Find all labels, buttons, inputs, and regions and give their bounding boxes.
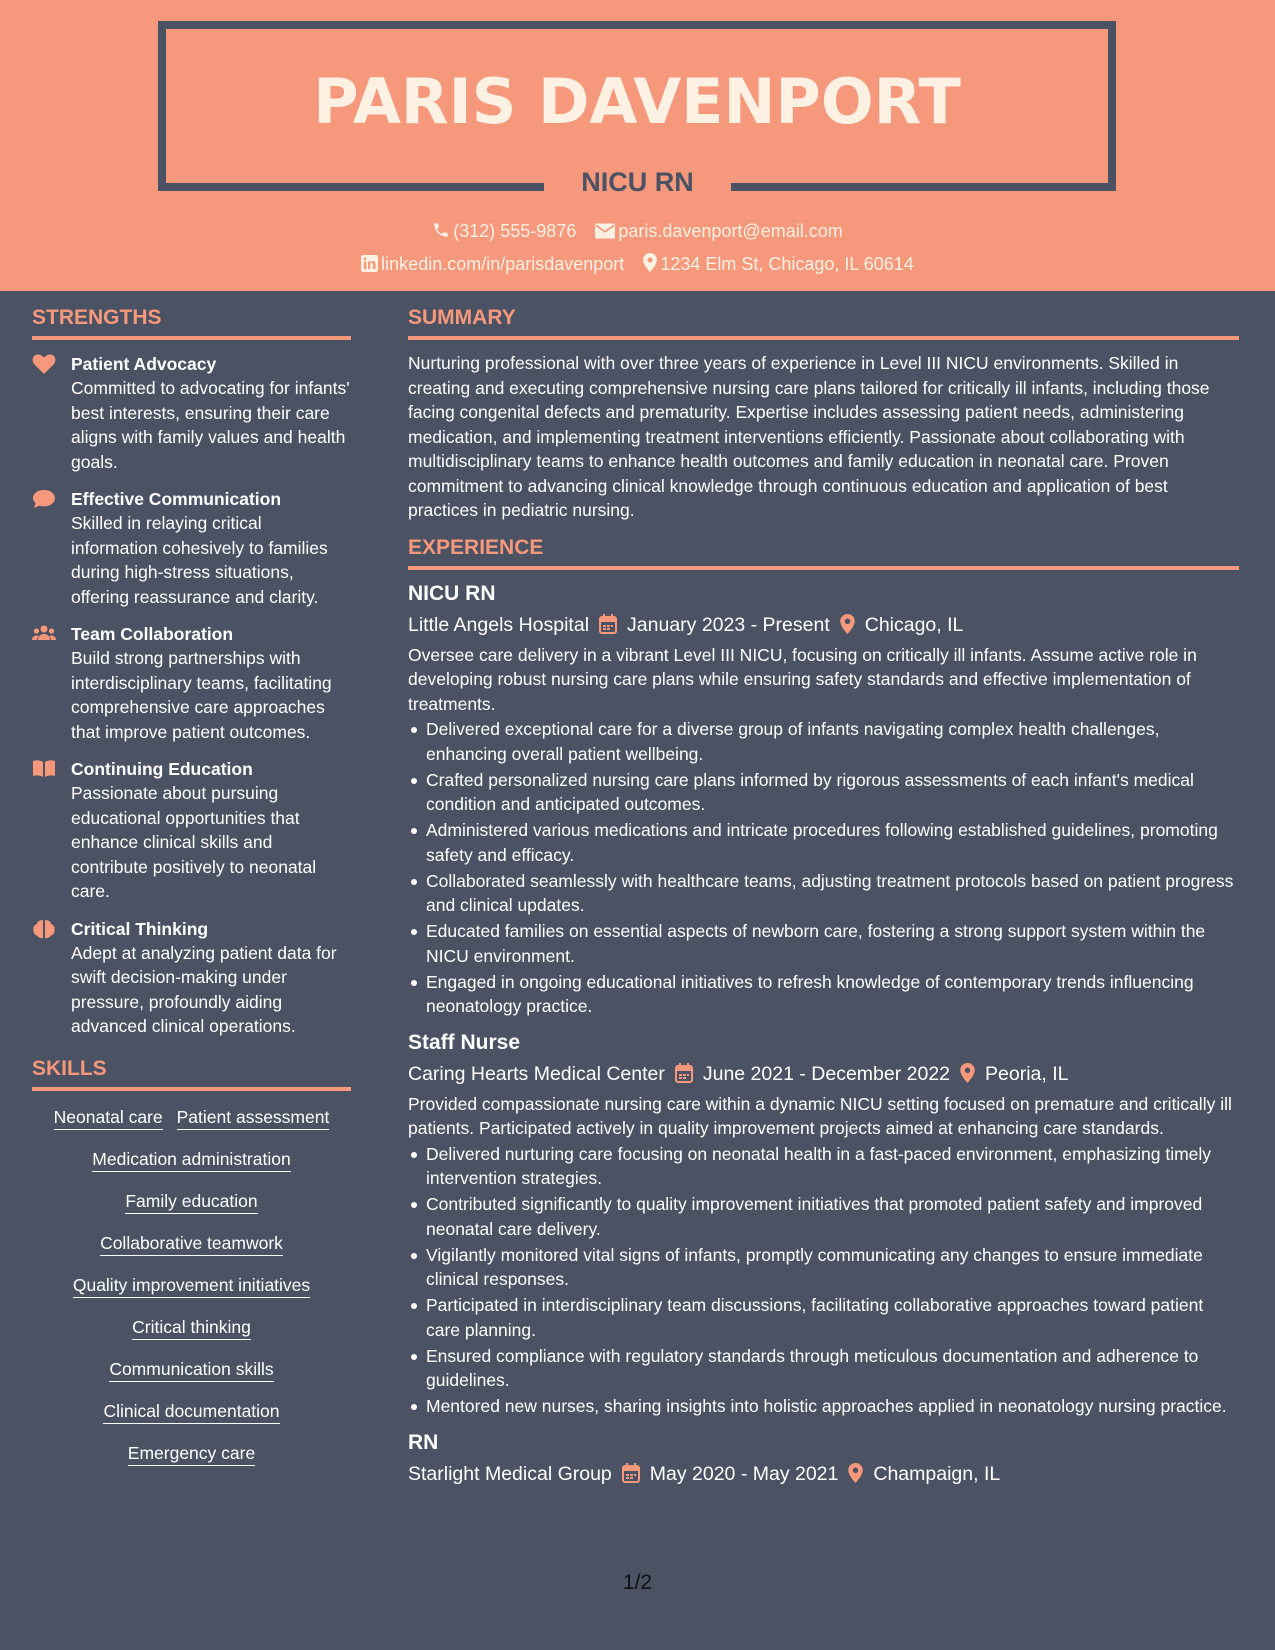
phone-text: (312) 555-9876 [453,221,577,241]
experience-heading: EXPERIENCE [408,536,1239,570]
job-employer: Caring Hearts Medical Center [408,1062,665,1085]
list-item: Mentored new nurses, sharing insights into holistic approaches applied in neonatology nursing practice. [408,1394,1239,1419]
strength-title: Continuing Education [71,759,253,779]
strength-item [32,917,351,1039]
page-number: 1/2 [622,1571,653,1594]
skill-tag: Quality improvement initiatives [73,1273,310,1298]
calendar-icon [599,614,617,634]
contact-line-2 [0,253,1275,275]
map-pin-icon [643,253,657,272]
skill-tag: Critical thinking [132,1315,251,1340]
list-item: Crafted personalized nursing care plans informed by rigorous assessments of each infant's medical condition and anticipated outcomes. [408,768,1239,817]
calendar-icon [622,1463,640,1483]
strength-desc: Build strong partnerships with interdisciplinary teams, facilitating comprehensive care approaches that improve patient outcomes. [71,648,332,742]
job-dates: May 2020 - May 2021 [649,1462,839,1485]
phone-contact[interactable] [432,221,576,242]
job-employer: Starlight Medical Group [408,1462,612,1485]
list-item: Collaborated seamlessly with healthcare teams, adjusting treatment protocols based on patient progress and clinical updates. [408,869,1239,918]
skill-tag: Emergency care [128,1441,255,1466]
map-pin-icon [960,1063,975,1083]
phone-icon [432,221,450,239]
summary-text: Nurturing professional with over three years of experience in Level III NICU environments. Skilled in creating and executing comprehensive nursing care plans tailored for critically ill infants, including those facing congenital defects and prematurity. Expertise includes assessing patient needs, administering medication, and implementing treatment interventions efficiently. Passionate about collaborating with multidisciplinary teams to enhance health outcomes and family education in neonatal care. Proven commitment to advancing clinical knowledge through continuous education and application of best practices in pediatric nursing. [408,353,1210,520]
strength-item [32,487,351,609]
job-location: Chicago, IL [864,613,964,636]
skills-list [32,1105,351,1483]
job-role: RN [408,1430,439,1454]
list-item: Delivered nurturing care focusing on neonatal health in a fast-paced environment, emphasizing timely intervention strategies. [408,1142,1239,1191]
job-entry [408,580,1239,1019]
job-location: Peoria, IL [985,1062,1069,1085]
email-contact[interactable] [595,221,842,242]
summary-heading: SUMMARY [408,306,1239,340]
job-dates: January 2023 - Present [627,613,830,636]
list-item: Ensured compliance with regulatory standards through meticulous documentation and adherence to guidelines. [408,1344,1239,1393]
strength-desc: Adept at analyzing patient data for swift decision-making under pressure, profoundly aiding advanced clinical operations. [71,942,337,1036]
linkedin-contact[interactable] [361,254,624,275]
job-employer: Little Angels Hospital [408,613,590,636]
strength-item [32,757,351,904]
address-contact [643,253,914,275]
map-pin-icon [840,614,855,634]
list-item: Delivered exceptional care for a diverse group of infants navigating complex health challenges, enhancing overall patient wellbeing. [408,717,1239,766]
job-description: Provided compassionate nursing care within a dynamic NICU setting focused on premature and critically ill patients. Participated actively in quality improvement projects aimed at enhancing care standards. [408,1093,1232,1138]
calendar-icon [675,1063,693,1083]
list-item: Contributed significantly to quality improvement initiatives that promoted patient safety and improved neonatal care delivery. [408,1192,1239,1241]
candidate-name: PARIS DAVENPORT [313,65,961,138]
skill-tag: Patient assessment [177,1105,330,1130]
address-text: 1234 Elm St, Chicago, IL 60614 [660,254,914,274]
job-entry [408,1029,1239,1419]
skill-tag: Communication skills [109,1357,273,1382]
name-frame [158,21,1116,191]
envelope-icon [595,223,615,239]
strength-item [32,622,351,744]
list-item: Participated in interdisciplinary team discussions, facilitating collaborative approaches toward patient care planning. [408,1293,1239,1342]
strength-item [32,352,351,474]
job-role: NICU RN [408,581,496,605]
skill-tag: Clinical documentation [103,1399,279,1424]
job-meta [408,611,1239,639]
strength-desc: Passionate about pursuing educational opportunities that enhance clinical skills and contribute positively to neonatal care. [71,783,317,901]
header [0,0,1275,291]
job-dates: June 2021 - December 2022 [702,1062,951,1085]
map-pin-icon [848,1463,863,1483]
contact-line-1 [0,221,1275,242]
list-item: Engaged in ongoing educational initiatives to refresh knowledge of contemporary trends influencing neonatology practice. [408,970,1239,1019]
strength-desc: Committed to advocating for infants' best interests, ensuring their care aligns with family values and health goals. [71,378,350,472]
strength-title: Team Collaboration [71,624,234,644]
heart-icon [32,354,56,374]
job-location: Champaign, IL [873,1462,1001,1485]
strength-title: Effective Communication [71,489,282,509]
linkedin-icon [361,255,378,272]
job-description: Oversee care delivery in a vibrant Level III NICU, focusing on critically ill infants. Assume active role in developing robust nursing care plans while ensuring safety standards and effective implementation of treatments. [408,644,1197,714]
job-bullets [408,1142,1239,1419]
job-meta [408,1460,1239,1488]
email-text: paris.davenport@email.com [618,221,843,241]
list-item: Educated families on essential aspects of newborn care, fostering a strong support system within the NICU environment. [408,919,1239,968]
job-role: Staff Nurse [408,1030,521,1054]
job-bullets [408,717,1239,1019]
linkedin-text: linkedin.com/in/parisdavenport [381,254,625,274]
users-icon [32,624,56,644]
speech-bubble-icon [32,489,56,509]
skill-tag: Collaborative teamwork [100,1231,283,1256]
strength-title: Patient Advocacy [71,354,217,374]
brain-icon [32,919,56,939]
list-item: Vigilantly monitored vital signs of infants, promptly communicating any changes to ensure immediate clinical responses. [408,1243,1239,1292]
job-title: NICU RN [581,167,694,197]
job-entry [408,1429,1239,1488]
sidebar [32,306,351,1483]
job-meta [408,1060,1239,1088]
main-content [408,306,1239,1498]
strengths-heading: STRENGTHS [32,306,351,340]
skills-heading: SKILLS [32,1057,351,1091]
skill-tag: Medication administration [92,1147,290,1172]
skill-tag: Family education [125,1189,257,1214]
strength-desc: Skilled in relaying critical information cohesively to families during high-stress situations, offering reassurance and clarity. [71,513,328,607]
list-item: Administered various medications and intricate procedures following established guidelines, promoting safety and efficacy. [408,818,1239,867]
book-icon [32,759,56,779]
strength-title: Critical Thinking [71,918,209,939]
skill-tag: Neonatal care [54,1105,163,1130]
